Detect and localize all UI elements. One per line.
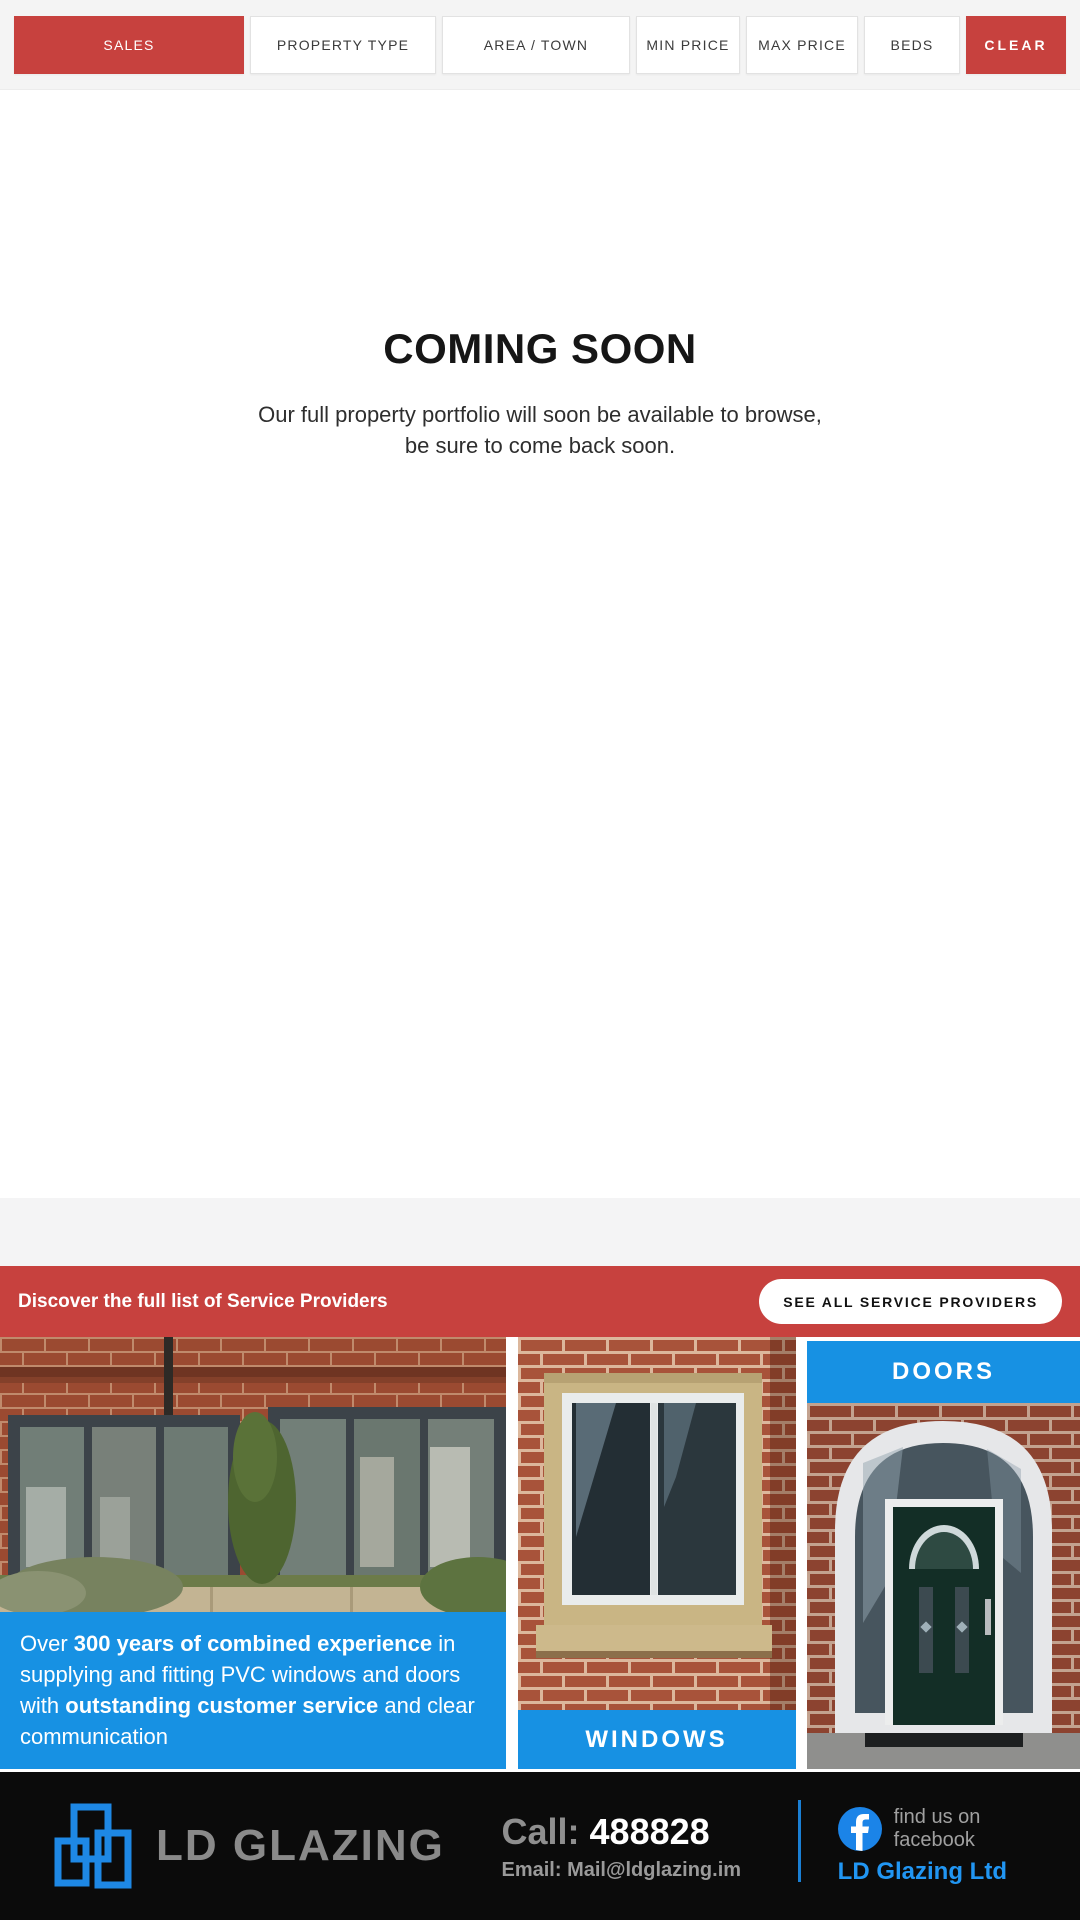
- facebook-page-name[interactable]: LD Glazing Ltd: [837, 1858, 1007, 1885]
- phone-number: 488828: [589, 1810, 710, 1852]
- facebook-icon[interactable]: [838, 1807, 882, 1851]
- ld-glazing-logo: [52, 1803, 445, 1889]
- call-label: Call:: [501, 1810, 580, 1852]
- filter-min-price-button[interactable]: MIN PRICE: [636, 16, 740, 74]
- bifold-doors-photo: [0, 1337, 506, 1612]
- filter-area-town-button[interactable]: AREA / TOWN: [442, 16, 630, 74]
- service-providers-banner: [0, 1266, 1080, 1337]
- footer-contact: [502, 1811, 742, 1882]
- brand-name: LD GLAZING: [156, 1821, 445, 1870]
- filter-beds-button[interactable]: BEDS: [864, 16, 960, 74]
- advert-panel-experience[interactable]: [0, 1337, 506, 1769]
- footer-divider: [798, 1800, 801, 1882]
- find-us-text: find us on facebook: [893, 1806, 981, 1851]
- coming-soon-title: COMING SOON: [383, 325, 697, 372]
- filter-clear-button[interactable]: CLEAR: [966, 16, 1066, 74]
- filter-sales-button[interactable]: SALES: [14, 16, 244, 74]
- filter-max-price-button[interactable]: MAX PRICE: [746, 16, 858, 74]
- coming-soon-subtitle: Our full property portfolio will soon be available to browse, be sure to come back soon.: [258, 402, 822, 458]
- phone-line: [502, 1811, 742, 1853]
- advert-panel-windows[interactable]: [518, 1337, 796, 1769]
- ld-glazing-advert: [0, 1337, 1080, 1769]
- property-filter-bar: [0, 0, 1080, 90]
- facebook-block[interactable]: [798, 1806, 1007, 1886]
- spacer-band: [0, 1198, 1080, 1266]
- coming-soon-section: [0, 90, 1080, 1198]
- email-line: Email: Mail@ldglazing.im: [501, 1858, 742, 1881]
- see-all-service-providers-button[interactable]: SEE ALL SERVICE PROVIDERS: [759, 1279, 1062, 1324]
- filter-property-type-button[interactable]: PROPERTY TYPE: [250, 16, 436, 74]
- front-door-photo: [807, 1403, 1080, 1769]
- footer: [0, 1772, 1080, 1920]
- ld-glazing-logo-icon: [52, 1803, 140, 1889]
- windows-label: WINDOWS: [518, 1710, 796, 1769]
- service-banner-text: Discover the full list of Service Providers: [18, 1290, 388, 1312]
- experience-overlay-text: Over 300 years of combined experience in supplying and fitting PVC windows and doors with outstanding customer service and clear communication: [0, 1612, 506, 1769]
- pvc-window-photo: [518, 1337, 796, 1769]
- advert-panel-doors[interactable]: [807, 1337, 1080, 1769]
- doors-label: DOORS: [807, 1341, 1080, 1403]
